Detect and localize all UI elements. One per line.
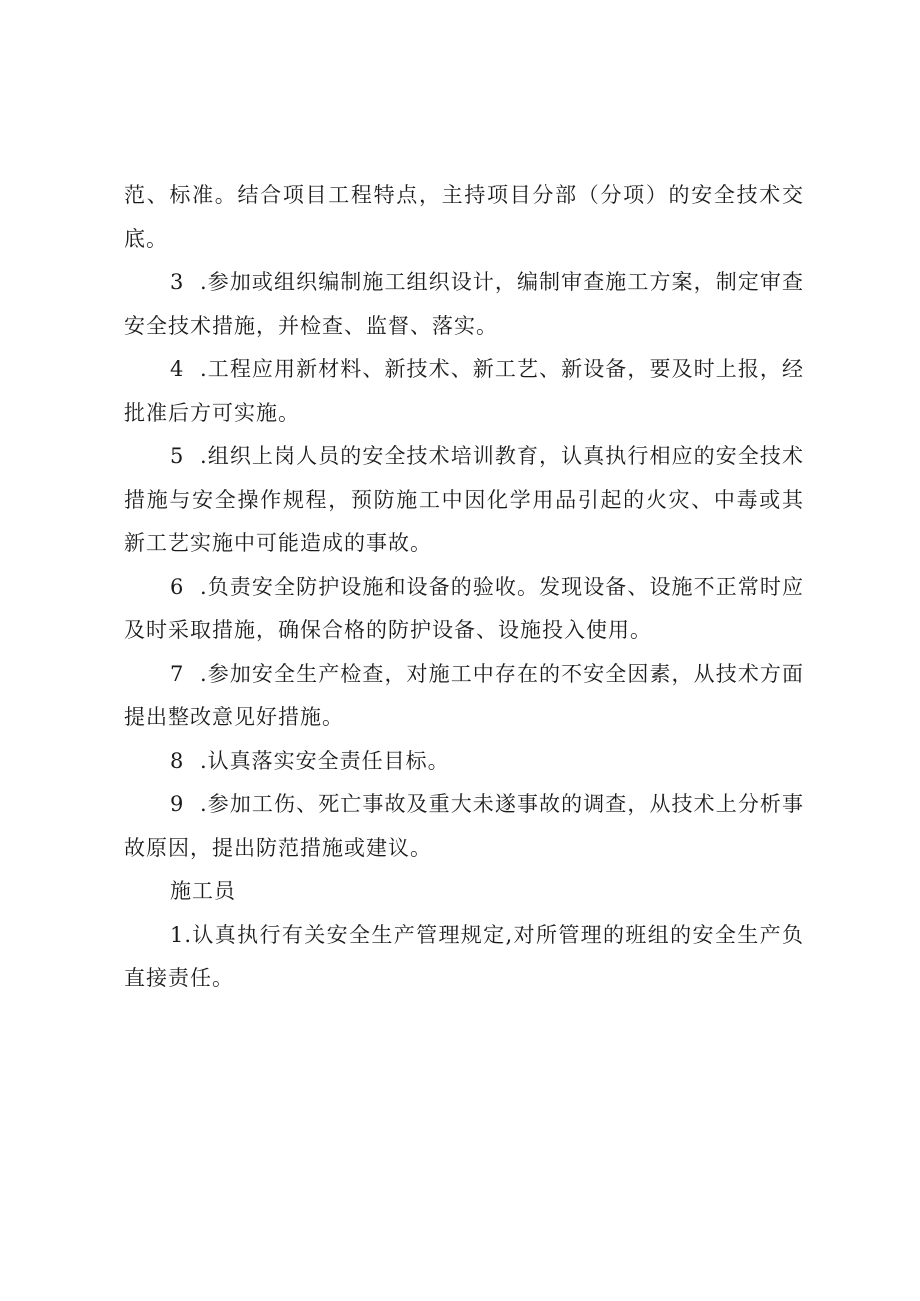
item-number: 4 <box>170 357 185 381</box>
paragraph-item-3 <box>124 261 804 348</box>
item-number: 7 <box>170 661 185 686</box>
paragraph-item-4 <box>124 348 804 435</box>
paragraph-text: .认真落实安全责任目标。 <box>200 748 450 773</box>
paragraph-text: .参加或组织编制施工组织设计，编制审查施工方案，制定审查安全技术措施，并检查、监督、落实。 <box>124 270 804 338</box>
item-number: 3 <box>170 270 185 294</box>
item-number: 9 <box>170 792 185 816</box>
paragraph-text: .参加工伤、死亡事故及重大未遂事故的调查，从技术上分析事故原因，提出防范措施或建议。 <box>124 792 804 860</box>
document-body <box>124 174 804 1001</box>
paragraph-text: 范、标准。结合项目工程特点，主持项目分部（分项）的安全技术交底。 <box>124 183 804 251</box>
paragraph-item-7 <box>124 653 804 740</box>
paragraph-text: .参加安全生产检查，对施工中存在的不安全因素，从技术方面提出整改意见好措施。 <box>124 661 804 729</box>
item-number: 8 <box>170 748 185 773</box>
paragraph-item-6 <box>124 566 804 653</box>
paragraph-text: 1.认真执行有关安全生产管理规定,对所管理的班组的安全生产负直接责任。 <box>124 922 804 990</box>
section-heading: 施工员 <box>170 879 236 903</box>
paragraph-item-9 <box>124 783 804 870</box>
paragraph-continuation <box>124 174 804 261</box>
paragraph-item-8 <box>124 740 804 784</box>
paragraph-item-5 <box>124 435 804 566</box>
paragraph-text: .工程应用新材料、新技术、新工艺、新设备，要及时上报，经批准后方可实施。 <box>124 357 804 425</box>
paragraph-text: .负责安全防护设施和设备的验收。发现设备、设施不正常时应及时采取措施，确保合格的防护设备、设施投入使用。 <box>124 574 804 642</box>
item-number: 6 <box>170 574 185 599</box>
paragraph-item-1 <box>124 914 804 1001</box>
item-number: 5 <box>170 444 185 468</box>
paragraph-text: .组织上岗人员的安全技术培训教育，认真执行相应的安全技术措施与安全操作规程，预防施工中因化学用品引起的火灾、中毒或其新工艺实施中可能造成的事故。 <box>124 444 804 555</box>
